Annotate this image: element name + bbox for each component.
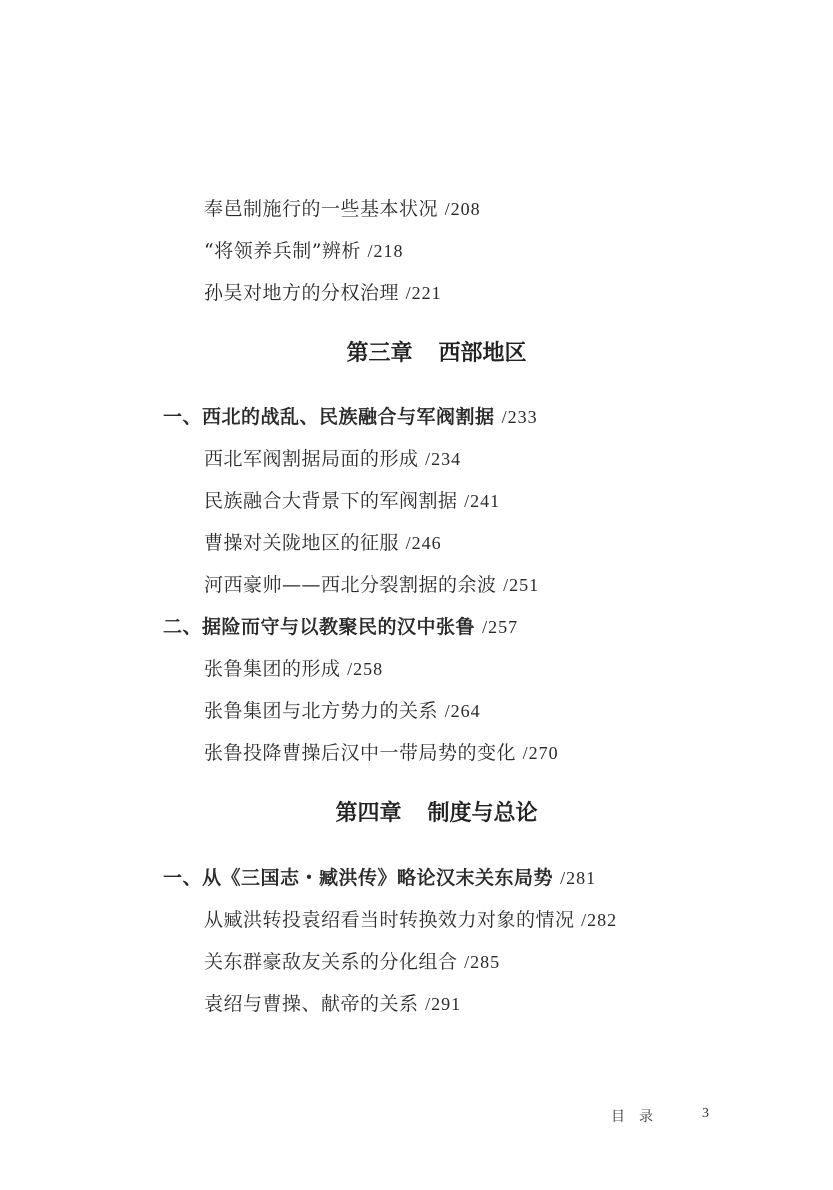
chapter-heading-4[interactable] xyxy=(0,800,833,828)
toc-entry-title: 西北军阀割据局面的形成 xyxy=(204,448,419,470)
toc-entry[interactable] xyxy=(204,950,500,974)
toc-entry[interactable] xyxy=(204,573,539,597)
toc-entry-title: 从臧洪转投袁绍看当时转换效力对象的情况 xyxy=(204,909,575,931)
toc-entry[interactable] xyxy=(204,699,481,723)
chapter-title: 制度与总论 xyxy=(427,801,538,826)
toc-entry-title: “将领养兵制”辨析 xyxy=(204,240,361,262)
toc-entry-page: /241 xyxy=(464,491,501,511)
chapter-heading-3[interactable] xyxy=(0,340,833,368)
toc-entry-title: 袁绍与曹操、献帝的关系 xyxy=(204,993,419,1015)
toc-entry-page: /270 xyxy=(522,743,559,763)
toc-entry[interactable] xyxy=(204,992,461,1016)
toc-section-title: 一、西北的战乱、民族融合与军阀割据 xyxy=(163,406,495,428)
toc-entry-title: 张鲁投降曹操后汉中一带局势的变化 xyxy=(204,742,517,764)
page-number: 3 xyxy=(702,1106,709,1121)
toc-section-page: /233 xyxy=(501,407,538,427)
toc-entry-page: /285 xyxy=(464,952,501,972)
toc-entry-page: /264 xyxy=(444,701,481,721)
toc-section-page: /281 xyxy=(560,868,597,888)
toc-entry[interactable] xyxy=(204,741,559,765)
toc-entry-title: 关东群豪敌友关系的分化组合 xyxy=(204,951,458,973)
toc-section[interactable] xyxy=(163,615,518,639)
toc-entry-title: 曹操对关陇地区的征服 xyxy=(204,532,400,554)
toc-section[interactable] xyxy=(163,866,596,890)
toc-entry-page: /218 xyxy=(367,241,404,261)
toc-entry-title: 民族融合大背景下的军阀割据 xyxy=(204,490,458,512)
toc-entry-title: 奉邑制施行的一些基本状况 xyxy=(204,198,439,220)
running-footer-label: 目录 xyxy=(611,1109,667,1125)
toc-entry-page: /208 xyxy=(444,199,481,219)
toc-entry-title: 张鲁集团与北方势力的关系 xyxy=(204,700,439,722)
toc-section-title: 二、据险而守与以教聚民的汉中张鲁 xyxy=(163,616,476,638)
toc-entry[interactable] xyxy=(204,489,500,513)
toc-entry-page: /282 xyxy=(581,910,618,930)
toc-entry-page: /291 xyxy=(425,994,462,1014)
toc-entry-page: /234 xyxy=(425,449,462,469)
toc-entry-page: /221 xyxy=(405,283,442,303)
toc-entry-page: /258 xyxy=(347,659,384,679)
toc-entry[interactable] xyxy=(204,657,383,681)
toc-entry[interactable] xyxy=(204,281,442,305)
chapter-number: 第三章 xyxy=(346,341,413,366)
toc-entry[interactable] xyxy=(204,447,461,471)
toc-entry-page: /251 xyxy=(503,575,540,595)
toc-entry-title: 孙吴对地方的分权治理 xyxy=(204,282,400,304)
toc-entry[interactable] xyxy=(204,531,442,555)
toc-entry-title: 张鲁集团的形成 xyxy=(204,658,341,680)
toc-entry[interactable] xyxy=(204,197,481,221)
toc-entry[interactable] xyxy=(204,908,617,932)
toc-entry-title: 河西豪帅——西北分裂割据的余波 xyxy=(204,574,497,596)
toc-entry-page: /246 xyxy=(405,533,442,553)
toc-entry[interactable] xyxy=(204,239,404,263)
toc-section-title: 一、从《三国志・臧洪传》略论汉末关东局势 xyxy=(163,867,554,889)
chapter-title: 西部地区 xyxy=(438,341,527,366)
toc-section-page: /257 xyxy=(482,617,519,637)
toc-section[interactable] xyxy=(163,405,538,429)
chapter-number: 第四章 xyxy=(335,801,402,826)
